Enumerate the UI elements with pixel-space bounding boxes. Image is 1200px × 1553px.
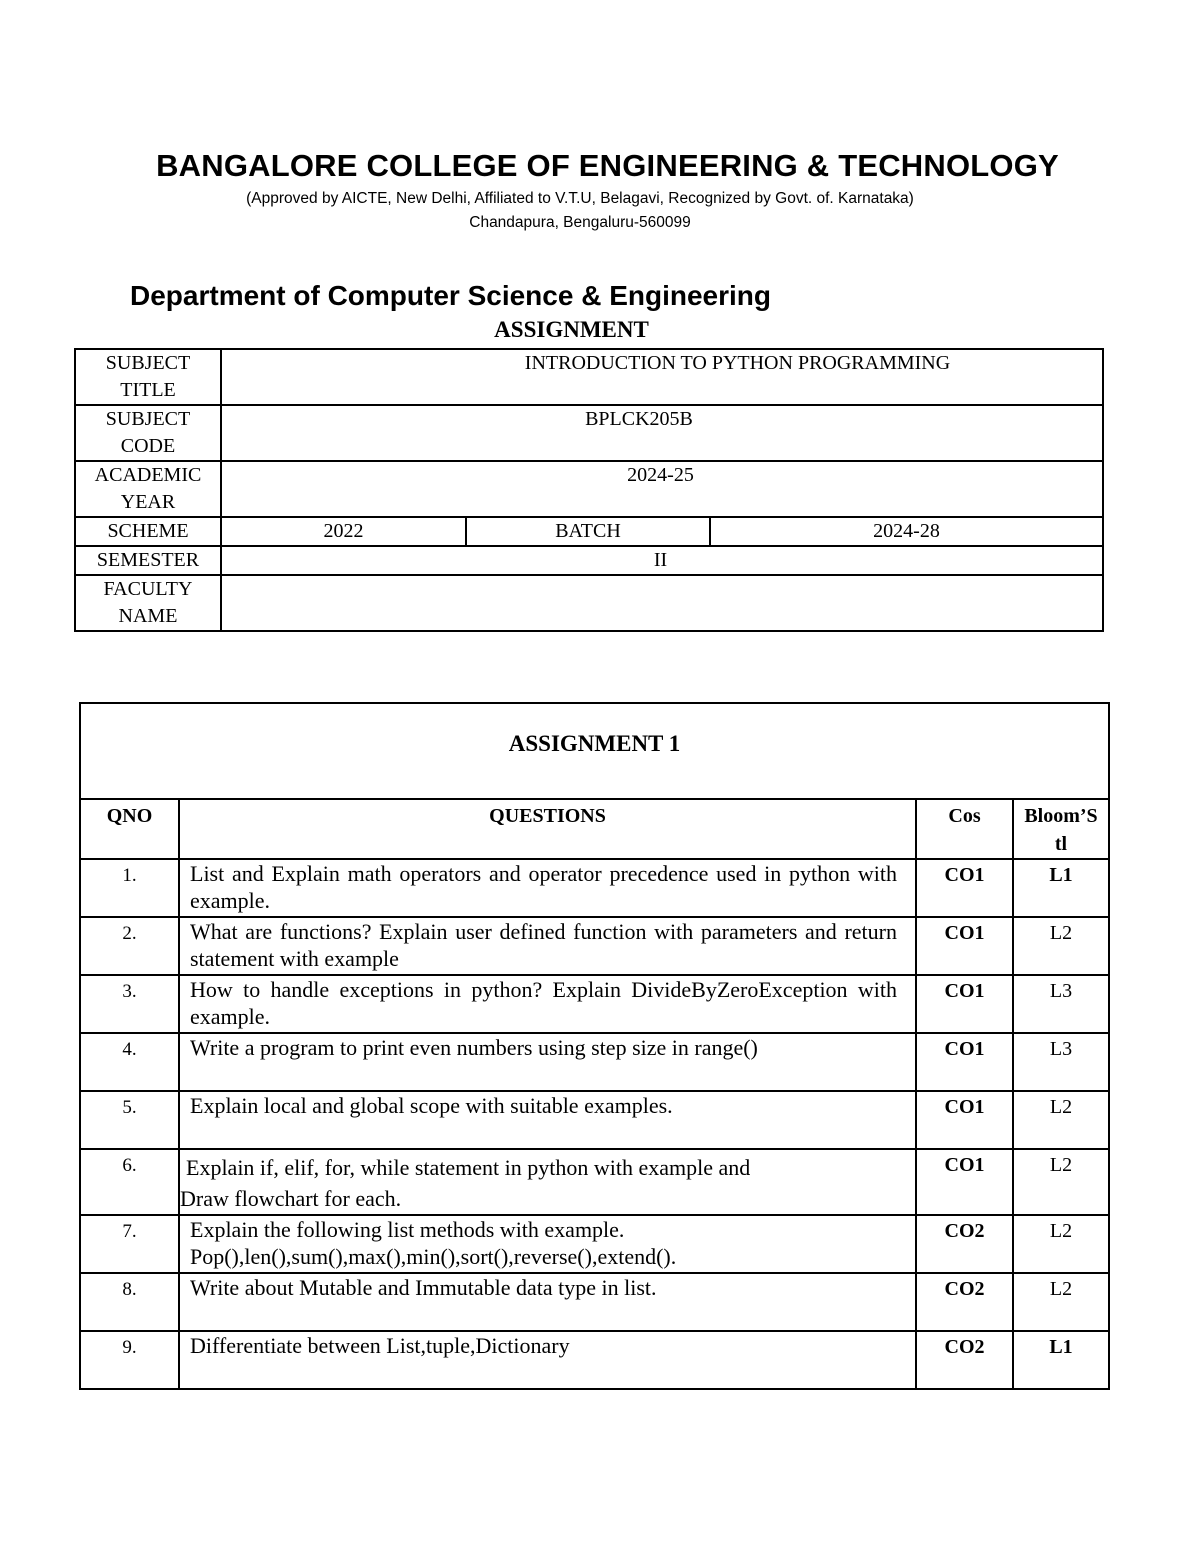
- document-title: ASSIGNMENT: [494, 317, 649, 342]
- question-text-line-1: Explain if, elif, for, while statement in python with example and: [186, 1155, 751, 1180]
- bloom-level: L1: [1013, 1331, 1109, 1389]
- question-text: List and Explain math operators and operator precedence used in python with example.: [179, 859, 916, 917]
- question-text: Explain local and global scope with suitable examples.: [179, 1091, 916, 1149]
- question-number: 3.: [80, 975, 179, 1033]
- question-number: 4.: [80, 1033, 179, 1091]
- college-name: BANGALORE COLLEGE OF ENGINEERING & TECHNOLOGY: [156, 148, 1059, 183]
- college-address: Chandapura, Bengaluru-560099: [469, 214, 691, 231]
- header-qno: QNO: [80, 799, 179, 859]
- assignment-title: ASSIGNMENT 1: [508, 731, 681, 756]
- question-text-line-2: Draw flowchart for each.: [180, 1186, 402, 1211]
- question-number: 5.: [80, 1091, 179, 1149]
- question-number: 9.: [80, 1331, 179, 1389]
- academic-year-row: [75, 461, 1103, 517]
- table-row: [80, 1091, 1109, 1149]
- header-bloom-line-1: Bloom’S: [1024, 805, 1098, 827]
- course-outcome: CO2: [916, 1273, 1013, 1331]
- course-outcome: CO1: [916, 975, 1013, 1033]
- table-row: [80, 859, 1109, 917]
- bloom-level: L2: [1013, 1091, 1109, 1149]
- academic-year-text: 2024-25: [627, 464, 694, 486]
- course-outcome: CO2: [916, 1215, 1013, 1273]
- subject-title-label: [75, 349, 221, 405]
- subject-code-row: [75, 405, 1103, 461]
- scheme-value: 2022: [221, 517, 466, 546]
- course-outcome: CO1: [916, 1033, 1013, 1091]
- academic-year-label-line-1: ACADEMIC: [94, 464, 202, 486]
- academic-year-label-line-2: YEAR: [120, 491, 176, 513]
- bloom-level: L2: [1013, 1215, 1109, 1273]
- faculty-row: [75, 575, 1103, 631]
- course-outcome: CO1: [916, 917, 1013, 975]
- header-questions: QUESTIONS: [179, 799, 916, 859]
- bloom-level: L1: [1013, 859, 1109, 917]
- table-row: [80, 1331, 1109, 1389]
- header-bloom: [1013, 799, 1109, 859]
- semester-label: SEMESTER: [75, 546, 221, 575]
- question-text: Write about Mutable and Immutable data type in list.: [179, 1273, 916, 1331]
- batch-label: BATCH: [466, 517, 710, 546]
- table-row: [80, 1215, 1109, 1273]
- approval-line: (Approved by AICTE, New Delhi, Affiliated to V.T.U, Belagavi, Recognized by Govt. of. Karnataka): [246, 190, 914, 207]
- semester-value: II: [221, 546, 1103, 575]
- table-row: [80, 975, 1109, 1033]
- department-name: Department of Computer Science & Engineering: [130, 280, 771, 311]
- course-outcome: CO2: [916, 1331, 1013, 1389]
- subject-info-table: [74, 348, 1104, 632]
- header-bloom-line-2: tl: [1054, 833, 1068, 855]
- bloom-level: L2: [1013, 917, 1109, 975]
- faculty-name-value: [221, 575, 1103, 631]
- question-text-line-2: Pop(),len(),sum(),max(),min(),sort(),reverse(),extend().: [190, 1244, 677, 1269]
- subject-code-label-line-1: SUBJECT: [105, 408, 191, 430]
- academic-year-label: [75, 461, 221, 517]
- faculty-label: [75, 575, 221, 631]
- header-cos: Cos: [916, 799, 1013, 859]
- course-outcome: CO1: [916, 1091, 1013, 1149]
- academic-year-value: [221, 461, 1103, 517]
- course-outcome: CO1: [916, 1149, 1013, 1215]
- table-header-row: [80, 799, 1109, 859]
- question-text: How to handle exceptions in python? Explain DivideByZeroException with example.: [179, 975, 916, 1033]
- question-number: 7.: [80, 1215, 179, 1273]
- subject-code-text: BPLCK205B: [585, 408, 693, 430]
- question-number: 8.: [80, 1273, 179, 1331]
- table-row: [80, 1149, 1109, 1215]
- assignment-table: [79, 702, 1110, 1390]
- table-row: [80, 917, 1109, 975]
- batch-value: 2024-28: [710, 517, 1103, 546]
- subject-code-label-line-2: CODE: [120, 435, 176, 457]
- scheme-batch-row: [75, 517, 1103, 546]
- faculty-label-line-2: NAME: [118, 605, 178, 627]
- subject-code-value: [221, 405, 1103, 461]
- subject-title-row: [75, 349, 1103, 405]
- question-number: 2.: [80, 917, 179, 975]
- bloom-level: L3: [1013, 975, 1109, 1033]
- question-text: [179, 1215, 916, 1273]
- assignment-title-cell: [80, 703, 1109, 799]
- bloom-level: L2: [1013, 1149, 1109, 1215]
- question-text: Differentiate between List,tuple,Dictionary: [179, 1331, 916, 1389]
- subject-title-label-line-2: TITLE: [120, 379, 176, 401]
- scheme-label: SCHEME: [75, 517, 221, 546]
- question-text: What are functions? Explain user defined function with parameters and return statement with example: [179, 917, 916, 975]
- question-text: Write a program to print even numbers using step size in range(): [179, 1033, 916, 1091]
- subject-title-label-line-1: SUBJECT: [105, 352, 191, 374]
- semester-row: [75, 546, 1103, 575]
- subject-title-value: [221, 349, 1103, 405]
- subject-title-text: INTRODUCTION TO PYTHON PROGRAMMING: [524, 352, 951, 374]
- question-number: 1.: [80, 859, 179, 917]
- bloom-level: L3: [1013, 1033, 1109, 1091]
- assignment-title-row: [80, 703, 1109, 799]
- question-text-line-1: Explain the following list methods with example.: [190, 1217, 625, 1242]
- question-text: [179, 1149, 916, 1215]
- bloom-level: L2: [1013, 1273, 1109, 1331]
- subject-code-label: [75, 405, 221, 461]
- question-number: 6.: [80, 1149, 179, 1215]
- faculty-label-line-1: FACULTY: [103, 578, 193, 600]
- course-outcome: CO1: [916, 859, 1013, 917]
- table-row: [80, 1273, 1109, 1331]
- table-row: [80, 1033, 1109, 1091]
